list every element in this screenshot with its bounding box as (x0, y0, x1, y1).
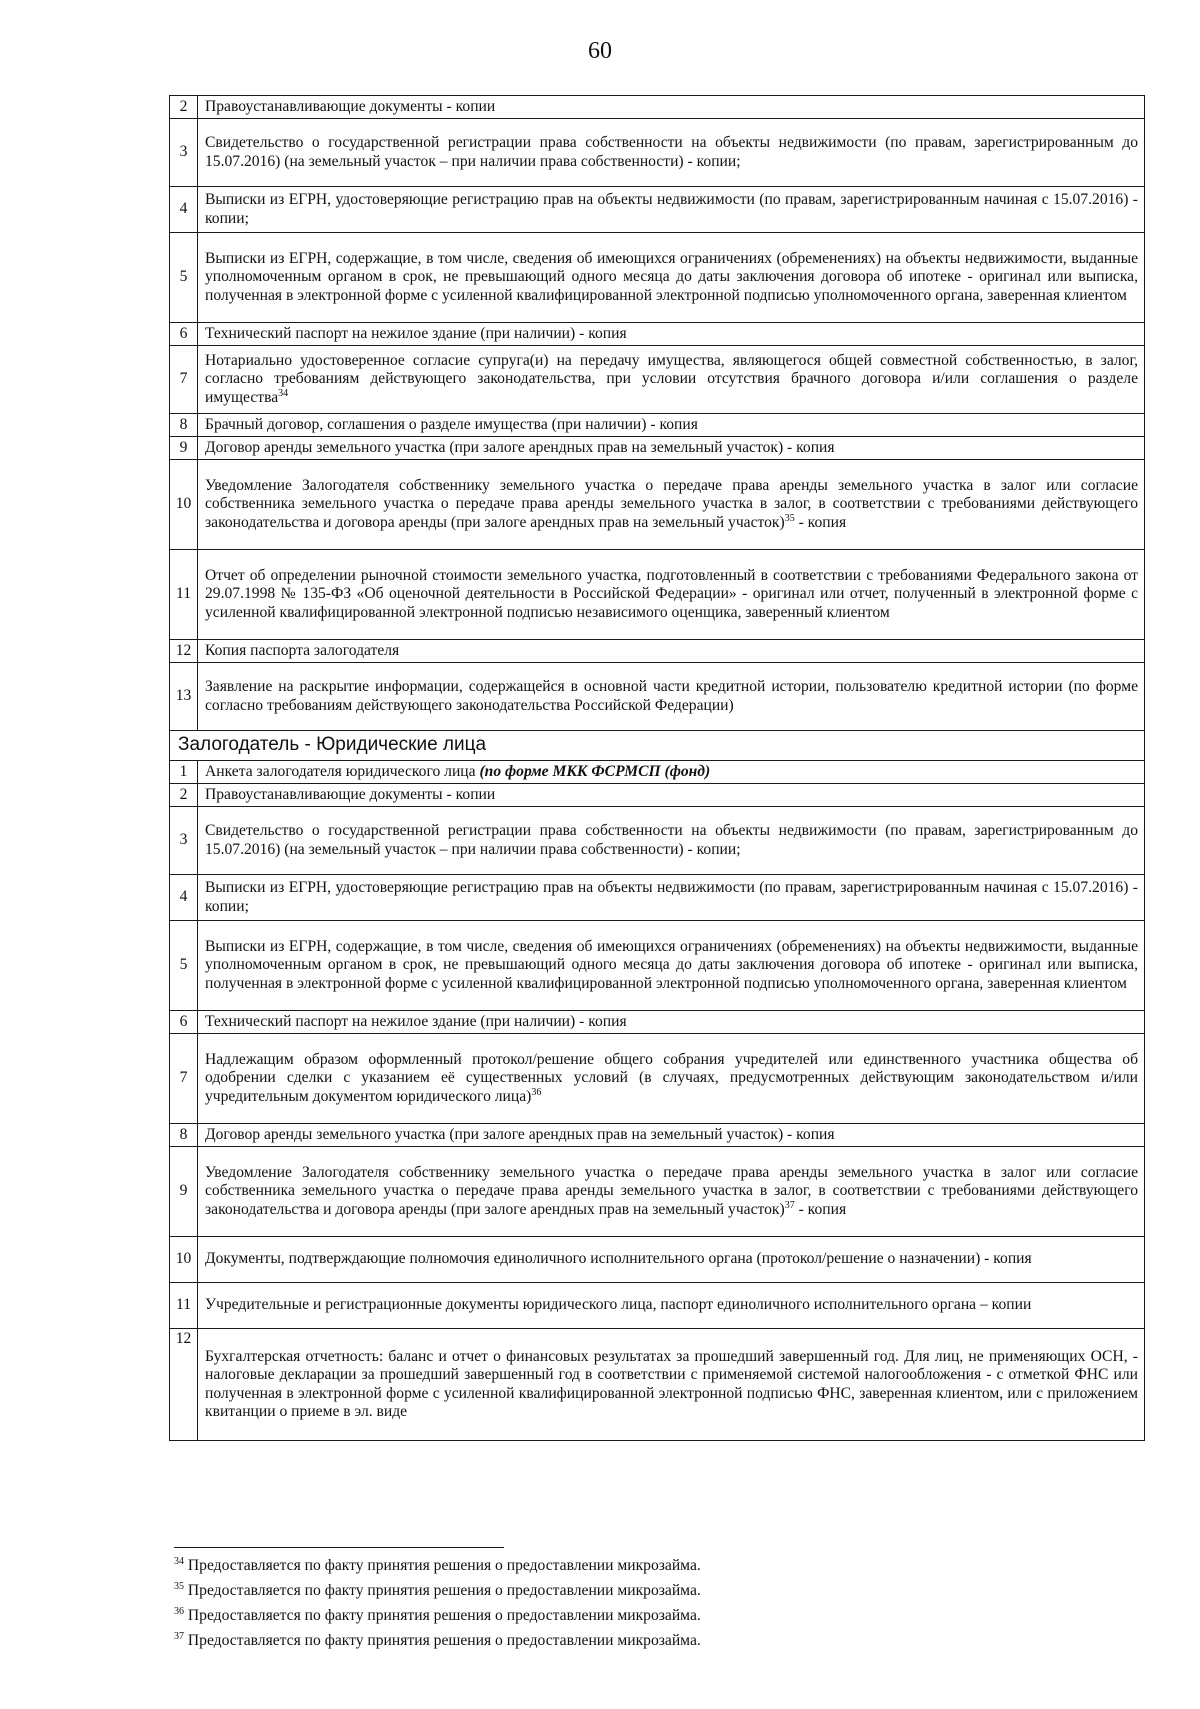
page-number: 60 (588, 38, 612, 64)
footnote-ref: 34 (278, 387, 289, 399)
footnotes (174, 1553, 1074, 1653)
footnote-text: Предоставляется по факту принятия решения о предоставлении микрозайма. (187, 1607, 701, 1624)
footnote-text: Предоставляется по факту принятия решения о предоставлении микрозайма. (187, 1557, 701, 1574)
row-text: Правоустанавливающие документы - копии (198, 784, 1145, 807)
table-row (170, 187, 1145, 233)
row-text: Выписки из ЕГРН, удостоверяющие регистрацию прав на объекты недвижимости (по правам, зарегистрированным начиная с 15.07.2016) - копии; (198, 187, 1145, 233)
row-text: Выписки из ЕГРН, содержащие, в том числе, сведения об имеющихся ограничениях (обременениях) на объекты недвижимости, выданные уполномоченным органом в срок, не превышающий одного месяца до даты заключения договора об ипотеке - оригинал или выписка, полученная в электронной форме с усиленной квалифицированной электронной подписью уполномоченного органа, заверенная клиентом (198, 233, 1145, 323)
row-number: 4 (170, 187, 198, 233)
row-text: Копия паспорта залогодателя (198, 640, 1145, 663)
row-text: Брачный договор, соглашения о разделе имущества (при наличии) - копия (198, 414, 1145, 437)
row-number: 6 (170, 1011, 198, 1034)
footnote-number: 35 (174, 1580, 184, 1592)
row-text: Свидетельство о государственной регистрации права собственности на объекты недвижимости (по правам, зарегистрированным до 15.07.2016) (на земельный участок – при наличии права собственности) - копии; (198, 119, 1145, 187)
row-number: 5 (170, 233, 198, 323)
row-text: Свидетельство о государственной регистрации права собственности на объекты недвижимости (по правам, зарегистрированным до 15.07.2016) (на земельный участок – при наличии права собственности) - копии; (198, 807, 1145, 875)
row-number: 11 (170, 1283, 198, 1329)
table-row (170, 1283, 1145, 1329)
table-row (170, 807, 1145, 875)
row-text: Бухгалтерская отчетность: баланс и отчет о финансовых результатах за прошедший завершенный год. Для лиц, не применяющих ОСН, - налоговые декларации за прошедший завершенный год в соответствии с применяемой системой налогообложения - с отметкой ФНС или полученная в электронной форме с усиленной квалифицированной электронной подписью ФНС, заверенная клиентом, или с приложением квитанции о приеме в эл. виде (198, 1329, 1145, 1441)
documents-table (169, 95, 1145, 1441)
table-row (170, 550, 1145, 640)
table-row (170, 323, 1145, 346)
row-number: 1 (170, 761, 198, 784)
footnote-text: Предоставляется по факту принятия решения о предоставлении микрозайма. (187, 1582, 701, 1599)
row-number: 2 (170, 784, 198, 807)
row-text: Анкета залогодателя юридического лица (205, 762, 480, 780)
footnote-number: 37 (174, 1630, 184, 1642)
table-row (170, 784, 1145, 807)
footnote-ref: 36 (531, 1086, 542, 1098)
footnote (174, 1553, 1074, 1578)
table-row (170, 921, 1145, 1011)
row-number: 12 (170, 640, 198, 663)
row-number: 4 (170, 875, 198, 921)
row-text: Отчет об определении рыночной стоимости земельного участка, подготовленный в соответствии с требованиями Федерального закона от 29.07.1998 № 135-ФЗ «Об оценочной деятельности в Российской Федерации» - оригинал или отчет, полученный в электронной форме с усиленной квалифицированной электронной подписью независимого оценщика, заверенный клиентом (198, 550, 1145, 640)
section-header-row (170, 731, 1145, 761)
row-text: Документы, подтверждающие полномочия единоличного исполнительного органа (протокол/решение о назначении) - копия (198, 1237, 1145, 1283)
table-row (170, 414, 1145, 437)
row-text: Технический паспорт на нежилое здание (при наличии) - копия (198, 323, 1145, 346)
section-title: Залогодатель - Юридические лица (170, 731, 1145, 761)
row-number: 11 (170, 550, 198, 640)
row-text-with-footnote (198, 1147, 1145, 1237)
row-text: Технический паспорт на нежилое здание (при наличии) - копия (198, 1011, 1145, 1034)
row-text: Уведомление Залогодателя собственнику земельного участка о передаче права аренды земельного участка в залог или согласие собственника земельного участка о передаче права аренды земельного участка в залог, в соответствии с требованиями действующего законодательства и договора аренды (при залоге арендных прав на земельный участок) (205, 1164, 1138, 1218)
row-number: 5 (170, 921, 198, 1011)
row-text-with-footnote (198, 460, 1145, 550)
row-text: Нотариально удостоверенное согласие супруга(и) на передачу имущества, являющегося общей совместной собственностью, в залог, согласно требованиям действующего законодательства, при условии отсутствия брачного договора и/или соглашения о разделе имущества (205, 352, 1138, 406)
table-row (170, 640, 1145, 663)
table-row (170, 875, 1145, 921)
row-number: 7 (170, 346, 198, 414)
row-number: 6 (170, 323, 198, 346)
row-text: Договор аренды земельного участка (при залоге арендных прав на земельный участок) - копия (198, 1124, 1145, 1147)
row-text: Учредительные и регистрационные документы юридического лица, паспорт единоличного исполнительного органа – копии (198, 1283, 1145, 1329)
footnote-separator (174, 1547, 504, 1548)
table-row (170, 460, 1145, 550)
row-text: Выписки из ЕГРН, содержащие, в том числе, сведения об имеющихся ограничениях (обременениях) на объекты недвижимости, выданные уполномоченным органом в срок, не превышающий одного месяца до даты заключения договора об ипотеке - оригинал или выписка, полученная в электронной форме с усиленной квалифицированной электронной подписью уполномоченного органа, заверенная клиентом (198, 921, 1145, 1011)
row-text: Правоустанавливающие документы - копии (198, 96, 1145, 119)
row-number: 8 (170, 414, 198, 437)
footnote (174, 1578, 1074, 1603)
table-row (170, 1011, 1145, 1034)
row-text: Уведомление Залогодателя собственнику земельного участка о передаче права аренды земельного участка в залог или согласие собственника земельного участка о передаче права аренды земельного участка в залог, в соответствии с требованиями действующего законодательства и договора аренды (при залоге арендных прав на земельный участок) (205, 477, 1138, 531)
table-row (170, 761, 1145, 784)
row-text-with-footnote (198, 1034, 1145, 1124)
row-number: 3 (170, 807, 198, 875)
table-row (170, 1124, 1145, 1147)
table-row (170, 663, 1145, 731)
table-row (170, 346, 1145, 414)
row-text: Договор аренды земельного участка (при залоге арендных прав на земельный участок) - копия (198, 437, 1145, 460)
row-text-tail: - копия (794, 513, 847, 531)
table-row (170, 437, 1145, 460)
footnote-text: Предоставляется по факту принятия решения о предоставлении микрозайма. (187, 1632, 701, 1649)
footnote (174, 1603, 1074, 1628)
table-row (170, 233, 1145, 323)
row-number: 3 (170, 119, 198, 187)
row-text-tail: - копия (794, 1200, 847, 1218)
row-number: 8 (170, 1124, 198, 1147)
row-text-with-footnote (198, 346, 1145, 414)
table-body (170, 96, 1145, 1441)
row-text-with-emphasis (198, 761, 1145, 784)
row-text: Заявление на раскрытие информации, содержащейся в основной части кредитной истории, пользователю кредитной истории (по форме согласно требованиям действующего законодательства Российской Федерации) (198, 663, 1145, 731)
table-row (170, 1329, 1145, 1441)
table-row (170, 119, 1145, 187)
row-number: 12 (170, 1329, 198, 1441)
footnote-number: 34 (174, 1555, 184, 1567)
row-text: Надлежащим образом оформленный протокол/решение общего собрания учредителей или единственного участника общества об одобрении сделки с указанием её существенных условий (в случаях, предусмотренных действующим законодательством и/или учредительным документом юридического лица) (205, 1051, 1138, 1105)
row-number: 10 (170, 1237, 198, 1283)
row-number: 9 (170, 437, 198, 460)
table-row (170, 1237, 1145, 1283)
footnote-ref: 35 (784, 512, 795, 524)
row-number: 2 (170, 96, 198, 119)
row-number: 7 (170, 1034, 198, 1124)
form-reference: (по форме МКК ФСРМСП (фонд) (479, 762, 711, 780)
row-number: 10 (170, 460, 198, 550)
footnote-ref: 37 (784, 1199, 795, 1211)
table-row (170, 1034, 1145, 1124)
footnote-number: 36 (174, 1605, 184, 1617)
row-text: Выписки из ЕГРН, удостоверяющие регистрацию прав на объекты недвижимости (по правам, зарегистрированным начиная с 15.07.2016) - копии; (198, 875, 1145, 921)
row-number: 13 (170, 663, 198, 731)
table-row (170, 1147, 1145, 1237)
table-row (170, 96, 1145, 119)
row-number: 9 (170, 1147, 198, 1237)
footnote (174, 1628, 1074, 1653)
